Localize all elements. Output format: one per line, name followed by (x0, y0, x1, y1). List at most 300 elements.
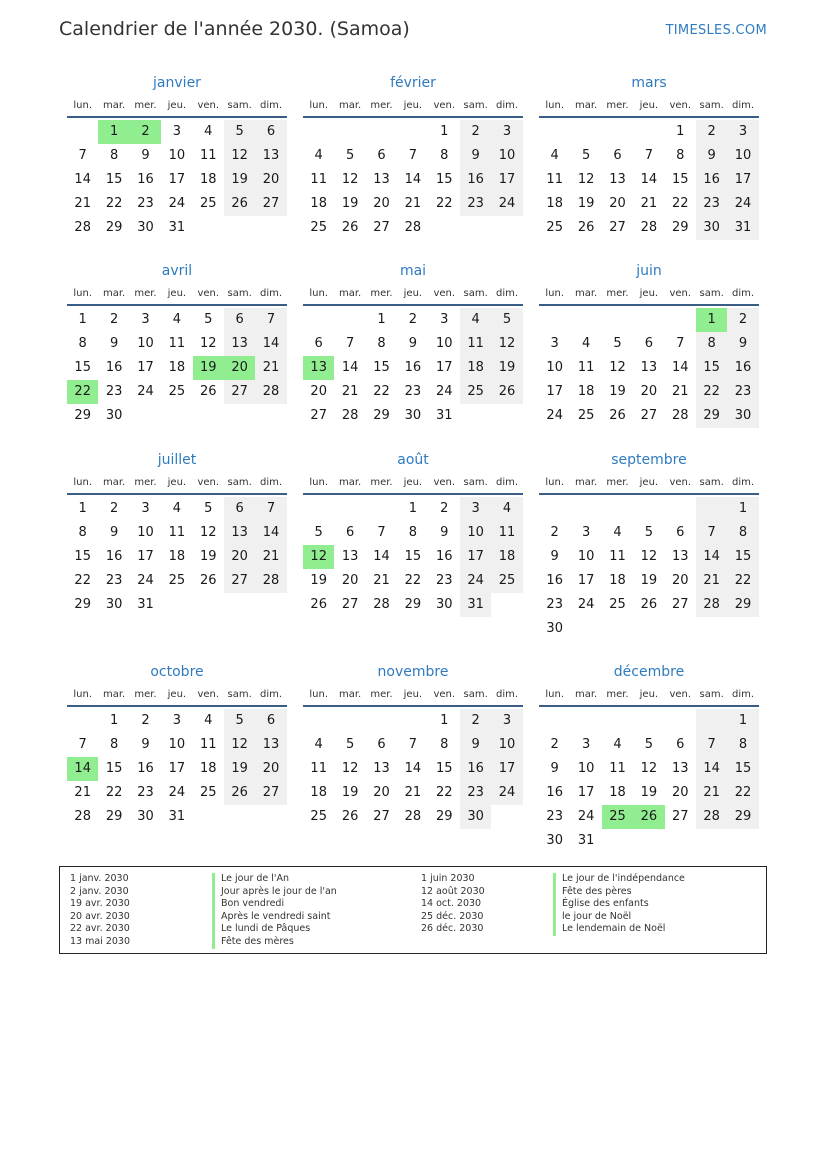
day-cell: 25 (168, 384, 186, 399)
day-cell: 30 (137, 220, 154, 235)
day-cell: 16 (105, 360, 123, 375)
holiday-day-cell: 14 (67, 757, 98, 781)
weekday-label: mer. (134, 689, 157, 700)
day-cell: 1 (109, 713, 119, 728)
day-cell: 14 (255, 521, 286, 545)
month-name: mai (399, 263, 427, 279)
day-cell: 17 (168, 172, 186, 187)
day-cell: 29 (671, 220, 689, 235)
empty-cell (303, 497, 334, 521)
day-cell: 18 (546, 196, 563, 211)
holiday-day-cell: 1 (98, 120, 129, 144)
day-cell: 19 (310, 573, 327, 588)
empty-cell (303, 308, 334, 332)
day-cell: 28 (255, 569, 286, 593)
day-grid (539, 495, 759, 641)
day-cell: 23 (137, 196, 154, 211)
day-cell: 13 (671, 761, 689, 776)
day-cell: 3 (141, 312, 150, 327)
empty-cell (397, 120, 428, 144)
month-name: avril (161, 263, 193, 279)
day-cell: 7 (696, 521, 727, 545)
day-cell: 6 (377, 737, 386, 752)
day-cell: 26 (341, 809, 359, 824)
day-cell: 19 (491, 356, 522, 380)
day-cell: 5 (644, 737, 653, 752)
day-cell: 26 (310, 597, 327, 612)
day-cell: 2 (109, 501, 119, 516)
day-cell: 1 (727, 497, 758, 521)
day-cell: 17 (460, 545, 491, 569)
day-cell: 24 (727, 192, 758, 216)
day-cell: 2 (550, 525, 559, 540)
empty-cell (67, 709, 98, 733)
weekday-label: jeu. (167, 689, 187, 700)
day-cell: 31 (168, 809, 186, 824)
weekday-label: dim. (260, 689, 283, 700)
day-cell: 12 (224, 144, 255, 168)
day-cell: 1 (408, 501, 417, 516)
day-cell: 31 (137, 597, 154, 612)
month-4 (303, 258, 523, 428)
day-cell: 19 (609, 384, 626, 399)
day-cell: 13 (255, 733, 286, 757)
day-cell: 2 (727, 308, 758, 332)
month-name: septembre (611, 452, 687, 468)
empty-cell (602, 709, 633, 733)
day-cell: 13 (640, 360, 658, 375)
day-cell: 18 (310, 196, 327, 211)
empty-cell (334, 308, 365, 332)
weekday-label: jeu. (639, 288, 659, 299)
day-cell: 10 (460, 521, 491, 545)
weekday-label: sam. (463, 100, 488, 111)
day-cell: 9 (141, 737, 150, 752)
day-cell: 21 (74, 785, 91, 800)
weekday-label: lun. (73, 477, 93, 488)
day-cell: 15 (105, 761, 123, 776)
month-name: août (397, 452, 429, 468)
day-cell: 9 (550, 761, 559, 776)
weekday-label: lun. (545, 100, 565, 111)
month-name: janvier (153, 75, 201, 91)
holiday-day-cell: 25 (602, 805, 633, 829)
day-cell: 8 (78, 525, 87, 540)
day-cell: 18 (577, 384, 595, 399)
weekday-label: mer. (134, 288, 157, 299)
day-cell: 24 (491, 192, 522, 216)
empty-cell (539, 120, 570, 144)
day-cell: 7 (345, 336, 355, 351)
holiday-name: Le lundi de Pâques (212, 923, 337, 936)
weekday-label: mar. (338, 100, 362, 111)
day-cell: 27 (255, 192, 286, 216)
day-cell: 15 (105, 172, 123, 187)
holiday-date: 20 avr. 2030 (70, 910, 130, 922)
page-header (59, 18, 767, 48)
day-cell: 14 (74, 172, 91, 187)
day-cell: 8 (78, 336, 87, 351)
day-cell: 7 (644, 148, 653, 163)
day-cell: 26 (491, 380, 522, 404)
day-cell: 11 (609, 549, 626, 564)
day-cell: 2 (408, 312, 417, 327)
day-cell: 17 (168, 761, 186, 776)
day-cell: 8 (727, 733, 758, 757)
month-name: février (390, 75, 436, 91)
day-cell: 28 (255, 380, 286, 404)
weekday-label: ven. (669, 288, 692, 299)
day-cell: 6 (377, 148, 386, 163)
day-cell: 22 (373, 384, 390, 399)
weekday-header (303, 284, 523, 306)
day-cell: 22 (435, 196, 453, 211)
day-cell: 21 (696, 569, 727, 593)
day-cell: 9 (727, 332, 758, 356)
day-cell: 28 (341, 408, 359, 423)
holiday-legend (59, 866, 767, 954)
month-5 (539, 258, 759, 428)
day-cell: 7 (676, 336, 685, 351)
day-cell: 8 (440, 737, 449, 752)
day-cell: 16 (137, 172, 154, 187)
weekday-label: dim. (496, 477, 519, 488)
empty-cell (665, 308, 696, 332)
month-0 (67, 70, 287, 240)
empty-cell (366, 497, 397, 521)
day-cell: 13 (255, 144, 286, 168)
day-cell: 24 (168, 196, 186, 211)
day-cell: 13 (373, 761, 390, 776)
day-cell: 4 (314, 148, 323, 163)
holiday-date: 1 janv. 2030 (70, 873, 129, 884)
day-cell: 14 (696, 545, 727, 569)
day-cell: 11 (460, 332, 491, 356)
day-cell: 23 (460, 192, 491, 216)
day-cell: 8 (696, 332, 727, 356)
day-cell: 11 (168, 525, 186, 540)
day-cell: 14 (671, 360, 689, 375)
day-cell: 24 (546, 408, 563, 423)
holiday-date: 26 déc. 2030 (421, 923, 484, 935)
weekday-label: sam. (463, 689, 488, 700)
day-cell: 13 (341, 549, 359, 564)
day-cell: 8 (440, 148, 449, 163)
empty-cell (602, 120, 633, 144)
weekday-label: sam. (227, 689, 252, 700)
day-cell: 4 (613, 525, 622, 540)
day-cell: 20 (640, 384, 658, 399)
weekday-label: ven. (433, 477, 456, 488)
day-cell: 19 (640, 573, 658, 588)
day-cell: 5 (613, 336, 622, 351)
weekday-label: sam. (699, 100, 724, 111)
day-cell: 10 (577, 549, 595, 564)
day-cell: 22 (105, 196, 123, 211)
day-cell: 23 (727, 380, 758, 404)
weekday-label: lun. (545, 288, 565, 299)
holiday-day-cell: 19 (193, 356, 224, 380)
legend-left-names (212, 873, 337, 949)
day-cell: 18 (199, 172, 217, 187)
weekday-label: ven. (433, 100, 456, 111)
day-cell: 28 (74, 809, 91, 824)
weekday-label: mar. (574, 288, 598, 299)
day-cell: 11 (310, 761, 327, 776)
weekday-label: sam. (463, 288, 488, 299)
day-cell: 9 (408, 336, 417, 351)
day-cell: 13 (609, 172, 626, 187)
day-cell: 24 (460, 569, 491, 593)
day-cell: 2 (696, 120, 727, 144)
empty-cell (366, 709, 397, 733)
weekday-label: dim. (732, 477, 755, 488)
day-cell: 29 (74, 408, 91, 423)
weekday-label: ven. (669, 689, 692, 700)
weekday-label: mer. (606, 689, 629, 700)
empty-cell (570, 497, 601, 521)
month-11 (539, 659, 759, 853)
day-cell: 30 (696, 216, 727, 240)
day-grid (67, 118, 287, 240)
day-cell: 31 (435, 408, 453, 423)
day-cell: 2 (550, 737, 559, 752)
day-cell: 9 (109, 525, 119, 540)
day-cell: 7 (78, 737, 87, 752)
weekday-label: lun. (545, 689, 565, 700)
day-cell: 1 (78, 312, 87, 327)
day-cell: 29 (105, 220, 123, 235)
holiday-name: Fête des pères (553, 886, 685, 899)
day-cell: 6 (676, 737, 685, 752)
empty-cell (602, 308, 633, 332)
holiday-name: Jour après le jour de l'an (212, 886, 337, 899)
weekday-label: ven. (669, 477, 692, 488)
day-cell: 10 (491, 733, 522, 757)
weekday-label: dim. (496, 288, 519, 299)
day-cell: 9 (141, 148, 150, 163)
day-cell: 19 (224, 757, 255, 781)
day-grid (539, 306, 759, 428)
day-cell: 3 (727, 120, 758, 144)
empty-cell (633, 709, 664, 733)
day-cell: 22 (74, 573, 91, 588)
day-cell: 4 (460, 308, 491, 332)
day-cell: 12 (640, 549, 658, 564)
day-cell: 20 (255, 168, 286, 192)
day-cell: 27 (640, 408, 658, 423)
weekday-label: sam. (463, 477, 488, 488)
weekday-label: mer. (134, 100, 157, 111)
day-cell: 31 (460, 593, 491, 617)
weekday-label: ven. (433, 689, 456, 700)
day-cell: 14 (696, 757, 727, 781)
day-cell: 22 (404, 573, 422, 588)
month-name: juin (636, 263, 662, 279)
empty-cell (570, 120, 601, 144)
day-cell: 9 (550, 549, 559, 564)
day-cell: 22 (671, 196, 689, 211)
day-cell: 6 (224, 497, 255, 521)
empty-cell (633, 497, 664, 521)
day-cell: 4 (550, 148, 559, 163)
weekday-header (67, 96, 287, 118)
day-cell: 7 (696, 733, 727, 757)
day-cell: 29 (74, 597, 91, 612)
weekday-label: lun. (73, 689, 93, 700)
day-cell: 11 (310, 172, 327, 187)
day-cell: 6 (255, 709, 286, 733)
weekday-label: mer. (606, 288, 629, 299)
weekday-label: sam. (227, 477, 252, 488)
weekday-label: mer. (370, 689, 393, 700)
day-cell: 2 (460, 709, 491, 733)
weekday-header (303, 473, 523, 495)
day-cell: 5 (345, 148, 355, 163)
day-cell: 20 (373, 196, 390, 211)
day-cell: 4 (204, 124, 213, 139)
day-cell: 14 (640, 172, 658, 187)
empty-cell (696, 709, 727, 733)
holiday-date: 14 oct. 2030 (421, 898, 482, 910)
day-cell: 21 (671, 384, 689, 399)
day-cell: 25 (609, 597, 626, 612)
day-cell: 1 (440, 713, 449, 728)
empty-cell (67, 120, 98, 144)
day-cell: 1 (727, 709, 758, 733)
empty-cell (665, 497, 696, 521)
day-cell: 15 (696, 356, 727, 380)
day-cell: 10 (727, 144, 758, 168)
day-cell: 17 (546, 384, 563, 399)
day-cell: 27 (341, 597, 359, 612)
day-cell: 21 (404, 785, 422, 800)
day-grid (67, 495, 287, 617)
day-cell: 19 (224, 168, 255, 192)
day-cell: 6 (613, 148, 622, 163)
day-cell: 26 (224, 192, 255, 216)
holiday-day-cell: 20 (224, 356, 255, 380)
day-cell: 10 (491, 144, 522, 168)
day-cell: 29 (435, 809, 453, 824)
day-cell: 11 (609, 761, 626, 776)
empty-cell (602, 497, 633, 521)
weekday-label: mer. (606, 477, 629, 488)
weekday-label: jeu. (403, 689, 423, 700)
day-cell: 26 (199, 384, 217, 399)
day-cell: 29 (696, 404, 727, 428)
day-cell: 16 (696, 168, 727, 192)
day-cell: 21 (404, 196, 422, 211)
day-cell: 30 (460, 805, 491, 829)
day-cell: 27 (224, 380, 255, 404)
day-cell: 23 (546, 809, 563, 824)
day-cell: 30 (727, 404, 758, 428)
day-cell: 19 (199, 549, 217, 564)
weekday-label: lun. (309, 689, 329, 700)
day-cell: 13 (224, 521, 255, 545)
day-cell: 28 (696, 593, 727, 617)
day-cell: 14 (404, 172, 422, 187)
day-cell: 4 (204, 713, 213, 728)
weekday-label: sam. (699, 689, 724, 700)
day-cell: 18 (199, 761, 217, 776)
month-9 (67, 659, 287, 829)
holiday-name: Église des enfants (553, 898, 685, 911)
weekday-label: jeu. (639, 100, 659, 111)
day-cell: 15 (373, 360, 390, 375)
day-cell: 16 (435, 549, 453, 564)
day-cell: 6 (676, 525, 685, 540)
weekday-header (303, 685, 523, 707)
weekday-label: jeu. (167, 288, 187, 299)
day-cell: 8 (109, 148, 119, 163)
weekday-label: dim. (732, 100, 755, 111)
day-cell: 3 (440, 312, 449, 327)
holiday-date: 12 août 2030 (421, 885, 485, 897)
brand-link[interactable]: TIMESLES.COM (665, 23, 767, 38)
day-cell: 12 (640, 761, 658, 776)
day-grid (539, 707, 759, 853)
day-cell: 9 (440, 525, 449, 540)
weekday-label: lun. (73, 100, 93, 111)
day-cell: 8 (109, 737, 119, 752)
weekday-label: mer. (370, 477, 393, 488)
day-cell: 3 (172, 124, 181, 139)
empty-cell (696, 497, 727, 521)
day-cell: 27 (224, 569, 255, 593)
day-cell: 16 (105, 549, 123, 564)
day-cell: 30 (105, 408, 123, 423)
day-cell: 13 (373, 172, 390, 187)
day-cell: 20 (310, 384, 327, 399)
day-cell: 21 (341, 384, 359, 399)
day-cell: 17 (435, 360, 453, 375)
day-cell: 28 (74, 220, 91, 235)
day-cell: 24 (168, 785, 186, 800)
day-cell: 5 (224, 709, 255, 733)
day-cell: 24 (491, 781, 522, 805)
day-cell: 18 (460, 356, 491, 380)
weekday-label: sam. (699, 288, 724, 299)
weekday-header (67, 473, 287, 495)
day-cell: 21 (74, 196, 91, 211)
day-cell: 28 (696, 805, 727, 829)
day-cell: 18 (168, 360, 186, 375)
weekday-label: dim. (732, 288, 755, 299)
day-cell: 12 (609, 360, 626, 375)
holiday-day-cell: 26 (633, 805, 664, 829)
day-cell: 15 (435, 761, 453, 776)
empty-cell (539, 497, 570, 521)
weekday-label: jeu. (639, 689, 659, 700)
weekday-label: mer. (370, 288, 393, 299)
weekday-label: mar. (338, 477, 362, 488)
weekday-label: mar. (102, 477, 126, 488)
weekday-label: ven. (197, 689, 220, 700)
day-cell: 20 (255, 757, 286, 781)
holiday-name: Le jour de l'An (212, 873, 337, 886)
weekday-label: dim. (732, 689, 755, 700)
day-cell: 30 (105, 597, 123, 612)
day-cell: 16 (460, 168, 491, 192)
day-cell: 11 (199, 148, 217, 163)
day-cell: 6 (224, 308, 255, 332)
day-cell: 3 (550, 336, 559, 351)
day-cell: 11 (491, 521, 522, 545)
day-cell: 23 (546, 597, 563, 612)
day-cell: 12 (577, 172, 595, 187)
